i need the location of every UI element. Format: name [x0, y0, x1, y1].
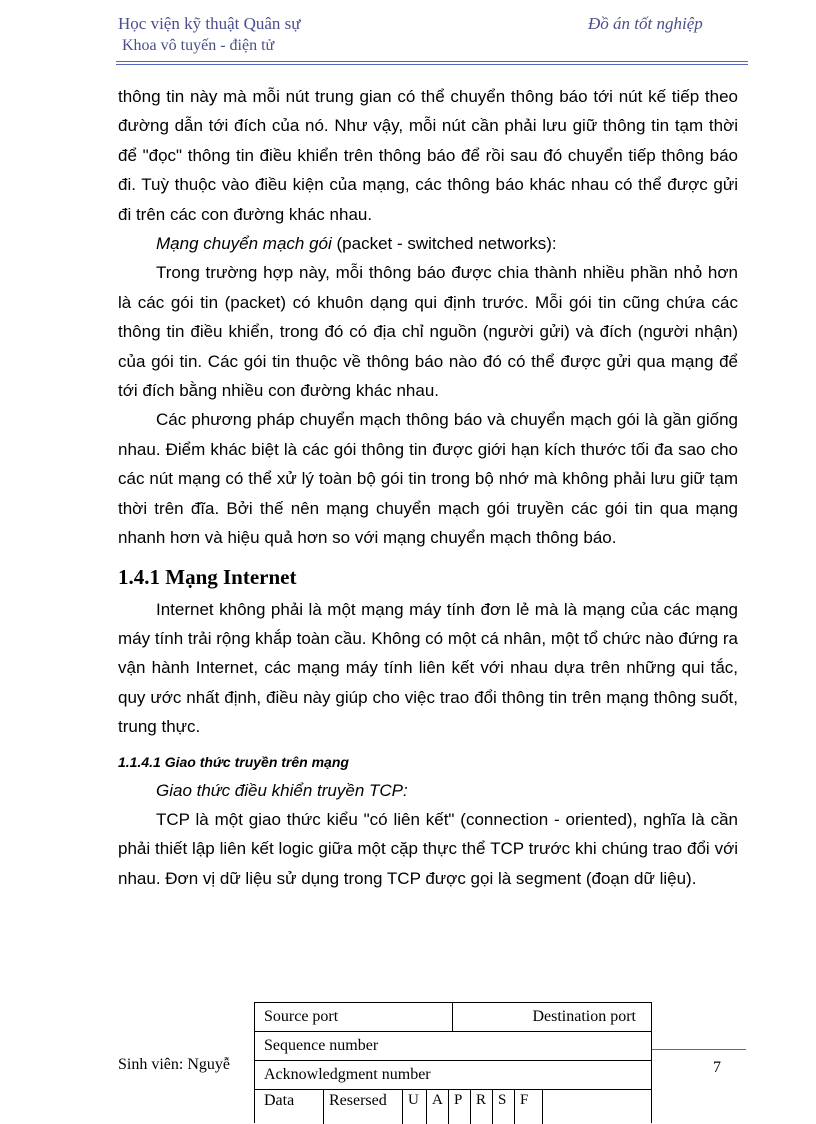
- flag-ack: A: [432, 1092, 443, 1108]
- section-heading: 1.4.1 Mạng Internet: [118, 564, 297, 589]
- flag-urg: U: [408, 1092, 419, 1108]
- cell-divider: [448, 1090, 449, 1124]
- header-rule-double: [116, 64, 748, 65]
- cell-divider: [452, 1003, 453, 1032]
- paragraph-tcp-title: Giao thức điều khiển truyền TCP:: [156, 780, 408, 800]
- flag-fin: F: [520, 1092, 529, 1108]
- table-row: [255, 1031, 651, 1061]
- sequence-number-cell: Sequence number: [264, 1037, 379, 1054]
- cell-divider: [542, 1090, 543, 1124]
- paragraph: Các phương pháp chuyển mạch thông báo và chuyển mạch gói là gần giống nhau. Điểm khác biệt là các gói thông tin được giới hạn kích thước tối đa sao cho các nút mạng có thể xử lý toàn bộ gói tin trong bộ nhớ mà không phải lưu giữ tạm thời trên đĩa. Bởi thế nên mạng chuyển mạch gói truyền các gói tin qua mạng nhanh hơn và hiệu quả hơn so với mạng chuyển mạch thông báo.: [118, 410, 738, 548]
- paragraph-text: (packet - switched networks):: [331, 234, 557, 254]
- footer-rule: [650, 1049, 746, 1050]
- paragraph: thông tin này mà mỗi nút trung gian có thể chuyển thông báo tới nút kế tiếp theo đường dẫn tới đích của nó. Như vậy, mỗi nút cần phải lưu giữ thông tin tạm thời để "đọc" thông tin điều khiển trên thông báo để rồi sau đó chuyển tiếp thông báo đi. Tuỳ thuộc vào điều kiện của mạng, các thông báo khác nhau có thể được gửi đi trên các con đường khác nhau.: [118, 87, 738, 224]
- destination-port-cell: Destination port: [532, 1008, 636, 1025]
- emphasis-term: Mạng chuyển mạch gói: [156, 234, 332, 254]
- paragraph: Internet không phải là một mạng máy tính đơn lẻ mà là mạng của các mạng máy tính trải rộng khắp toàn cầu. Không có một cá nhân, một tổ chức nào đứng ra vận hành Internet, các mạng máy tính liên kết với nhau dựa trên những qui tắc, quy ước nhất định, điều này giúp cho việc trao đổi thông tin trên mạng thông suốt, trung thực.: [118, 599, 739, 737]
- cell-divider: [402, 1090, 403, 1124]
- footer-student: Sinh viên: Nguyễ: [118, 1056, 230, 1073]
- reserved-cell: Resersed: [329, 1092, 387, 1109]
- ack-number-cell: Acknowledgment number: [264, 1066, 431, 1083]
- cell-divider: [470, 1090, 471, 1124]
- table-row: [255, 1060, 651, 1090]
- cell-divider: [323, 1090, 324, 1124]
- flag-psh: P: [454, 1092, 463, 1108]
- header-rule: [116, 61, 748, 62]
- cell-divider: [426, 1090, 427, 1124]
- paragraph: Trong trường hợp này, mỗi thông báo được chia thành nhiều phần nhỏ hơn là các gói tin (packet) có khuôn dạng qui định trước. Mỗi gói tin cũng chứa các thông tin điều khiển, trong đó có địa chỉ nguồn (người gửi) và đích (người nhận) của gói tin. Các gói tin thuộc về thông báo nào đó có thể được gửi qua mạng để tới đích bằng nhiều con đường khác nhau.: [118, 263, 738, 401]
- table-row: [255, 1002, 651, 1032]
- table-row: [255, 1089, 651, 1124]
- tcp-header-table: [254, 1002, 652, 1123]
- source-port-cell: Source port: [264, 1008, 339, 1025]
- flag-rst: R: [476, 1092, 487, 1108]
- flag-syn: S: [498, 1092, 507, 1108]
- header-doc-type: Đồ án tốt nghiệp: [588, 14, 703, 33]
- data-offset-cell: Data: [264, 1092, 295, 1109]
- paragraph: TCP là một giao thức kiểu "có liên kết" (connection - oriented), nghĩa là cần phải thiết lập liên kết logic giữa một cặp thực thể TCP trước khi chúng trao đổi với nhau. Đơn vị dữ liệu sử dụng trong TCP được gọi là segment (đoạn dữ liệu).: [118, 809, 738, 888]
- document-body: [118, 82, 738, 893]
- subsection-heading: 1.1.4.1 Giao thức truyền trên mạng: [118, 753, 349, 770]
- header-faculty: Khoa vô tuyến - điện tử: [122, 37, 275, 54]
- header-institute: Học viện kỹ thuật Quân sự: [118, 14, 301, 33]
- page-number: 7: [713, 1059, 721, 1076]
- cell-divider: [492, 1090, 493, 1124]
- paragraph-packet-switched: [118, 229, 738, 258]
- cell-divider: [514, 1090, 515, 1124]
